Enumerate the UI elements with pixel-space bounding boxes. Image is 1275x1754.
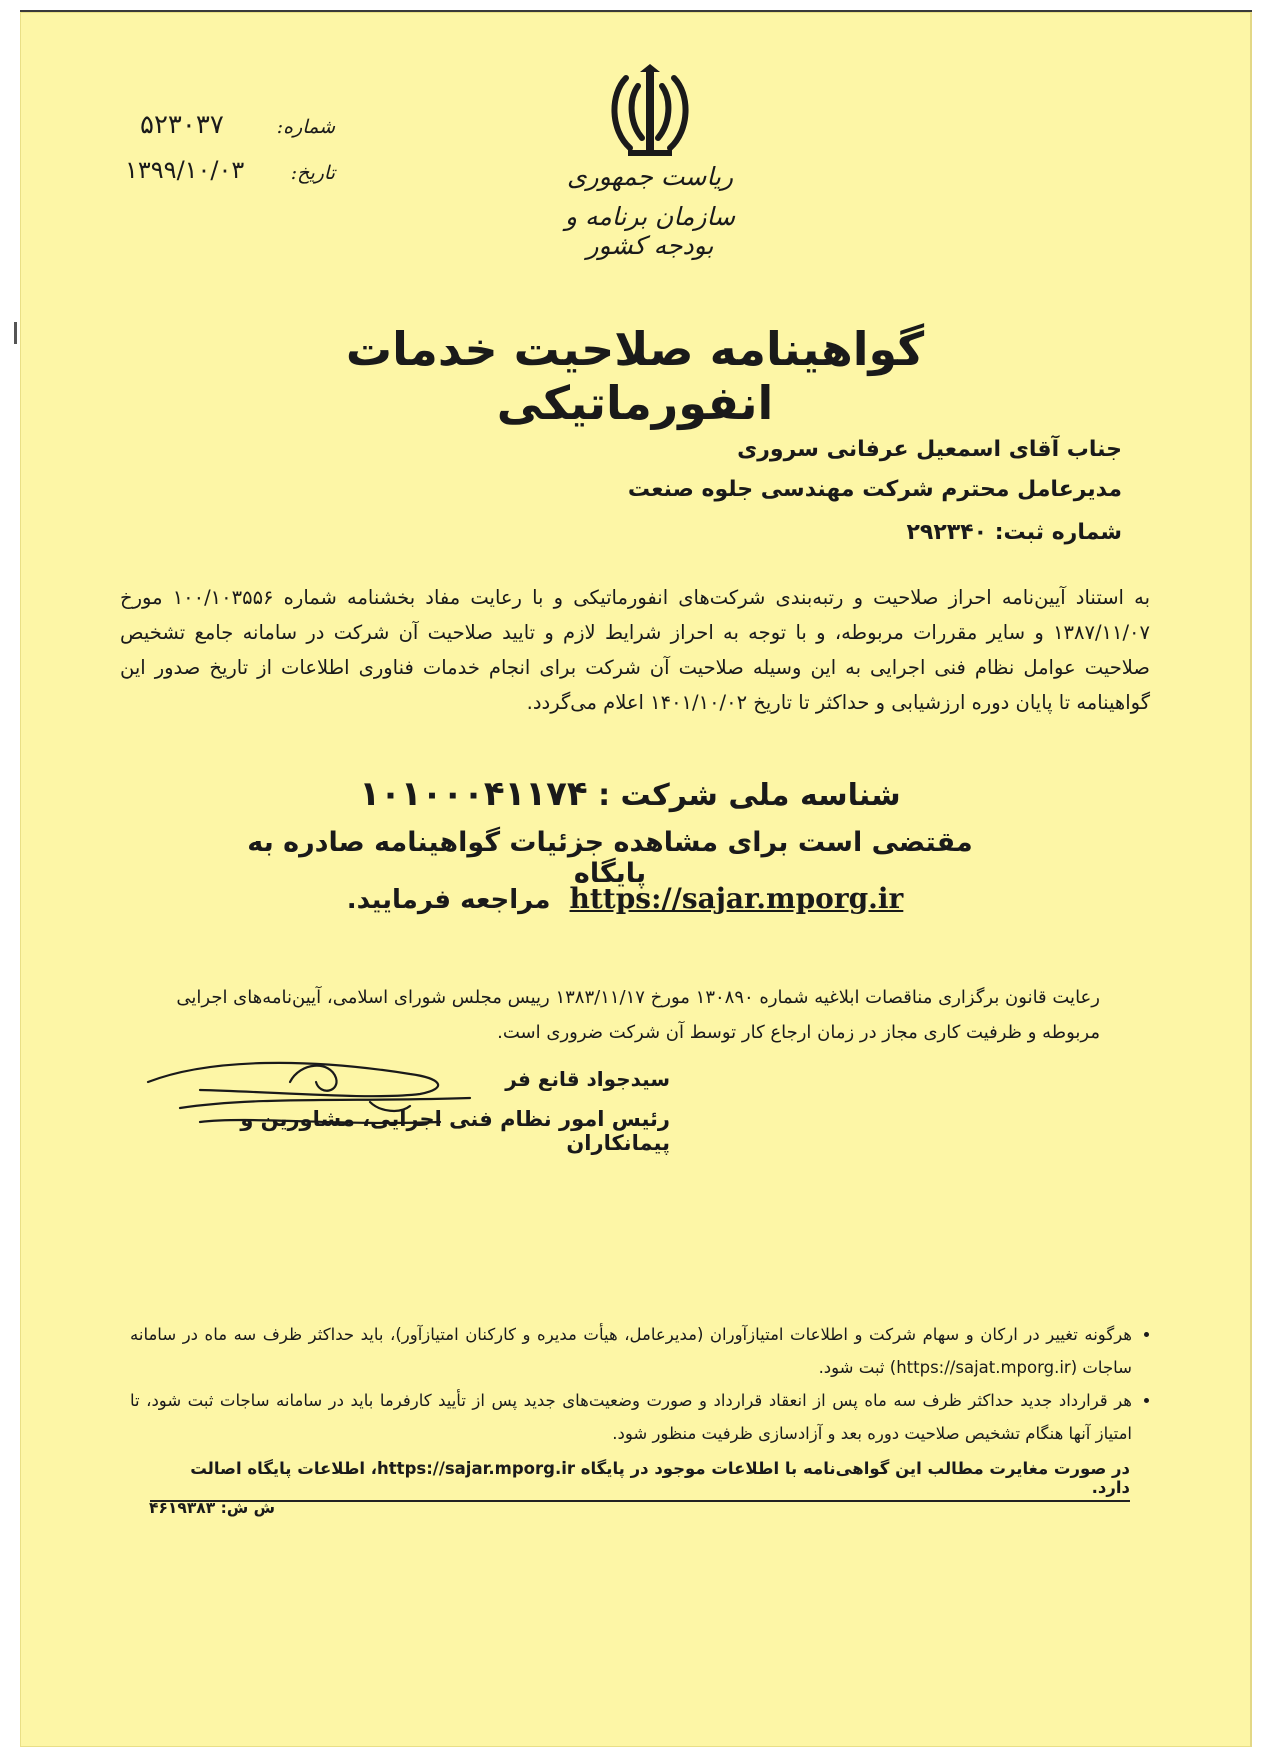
page-edge bbox=[1250, 12, 1252, 1747]
scan-mark bbox=[14, 322, 17, 344]
addressee-name: جناب آقای اسمعیل عرفانی سروری bbox=[737, 437, 1122, 462]
signatory-title: رئیس امور نظام فنی اجرایی، مشاورین و پیمانکاران bbox=[240, 1107, 670, 1155]
law-paragraph: رعایت قانون برگزاری مناقصات ابلاغیه شماره ۱۳۰۸۹۰ مورخ ۱۳۸۳/۱۱/۱۷ رییس مجلس شورای اسلامی، آیین‌نامه‌های اجرایی مربوطه و ظرفیت کاری مجاز در زمان ارجاع کار توسط آن شرکت ضروری است. bbox=[176, 987, 1100, 1043]
reference-number: ش ش: ۴۶۱۹۳۸۳ bbox=[148, 1499, 275, 1517]
note-item: • هرگونه تغییر در ارکان و سهام شرکت و اطلاعات امتیازآوران (مدیرعامل، هیأت مدیره و کارکنان امتیازآور)، باید حداکثر ظرف سه ماه در سامانه ساجات (https://sajat.mporg.ir) ثبت شود. bbox=[130, 1318, 1132, 1384]
letter-number-value: ۵۲۳۰۳۷ bbox=[140, 110, 224, 140]
addressee-position: مدیرعامل محترم شرکت مهندسی جلوه صنعت bbox=[627, 477, 1122, 502]
iran-emblem-icon bbox=[604, 64, 696, 162]
note-item: • هر قرارداد جدید حداکثر ظرف سه ماه پس از انعقاد قرارداد و صورت وضعیت‌های جدید پس از تأیید کارفرما باید در سامانه ساجات ثبت شود، تا امتیاز آنها هنگام تشخیص صلاحیت دوره بعد و آزادسازی ظرفیت منظور شود. bbox=[130, 1384, 1132, 1450]
national-id-value: ۱۰۱۰۰۰۴۱۱۷۴ bbox=[359, 774, 588, 814]
letter-number-label: شماره: bbox=[276, 116, 335, 138]
portal-url-line bbox=[320, 882, 940, 915]
org-line-plan-budget: سازمان برنامه و بودجه کشور bbox=[564, 202, 736, 260]
org-line-presidency: ریاست جمهوری bbox=[566, 162, 734, 191]
registration-number: شماره ثبت: ۲۹۲۳۴۰ bbox=[906, 520, 1122, 545]
portal-note-line: مقتضی است برای مشاهده جزئیات گواهینامه صادره به پایگاه bbox=[247, 827, 973, 889]
signatory-name: سیدجواد قانع فر bbox=[505, 1067, 670, 1091]
notes-list bbox=[130, 1318, 1160, 1450]
certificate-title: گواهینامه صلاحیت خدمات انفورماتیکی bbox=[345, 322, 925, 430]
letter-date-value: ۱۳۹۹/۱۰/۰۳ bbox=[125, 156, 245, 184]
national-id-label: شناسه ملی شرکت : bbox=[598, 778, 901, 813]
certificate-body: به استناد آیین‌نامه احراز صلاحیت و رتبه‌بندی شرکت‌های انفورماتیکی و با رعایت مفاد بخشنامه شماره ۱۰۰/۱۰۳۵۵۶ مورخ ۱۳۸۷/۱۱/۰۷ و سایر مقررات مربوطه، و با توجه به احراز شرایط لازم و تایید صلاحیت آن شرکت در سامانه جامع تشخیص صلاحیت عوامل نظام فنی اجرایی به این وسیله صلاحیت آن شرکت برای انجام خدمات فناوری اطلاعات از تاریخ صدور این گواهینامه تا پایان دوره ارزشیابی و حداکثر تا تاریخ ۱۴۰۱/۱۰/۰۲ اعلام می‌گردد. bbox=[120, 586, 1150, 714]
portal-url-suffix: مراجعه فرمایید. bbox=[346, 885, 551, 915]
authenticity-footer-note: در صورت مغایرت مطالب این گواهی‌نامه با اطلاعات موجود در پایگاه https://sajar.mporg.ir، اطلاعات پایگاه اصالت دارد. bbox=[150, 1459, 1130, 1502]
letter-date-label: تاریخ: bbox=[290, 162, 335, 184]
certificate-page bbox=[20, 10, 1252, 1747]
portal-url-link[interactable]: https://sajar.mporg.ir bbox=[569, 882, 904, 915]
national-id-line bbox=[230, 774, 1030, 814]
